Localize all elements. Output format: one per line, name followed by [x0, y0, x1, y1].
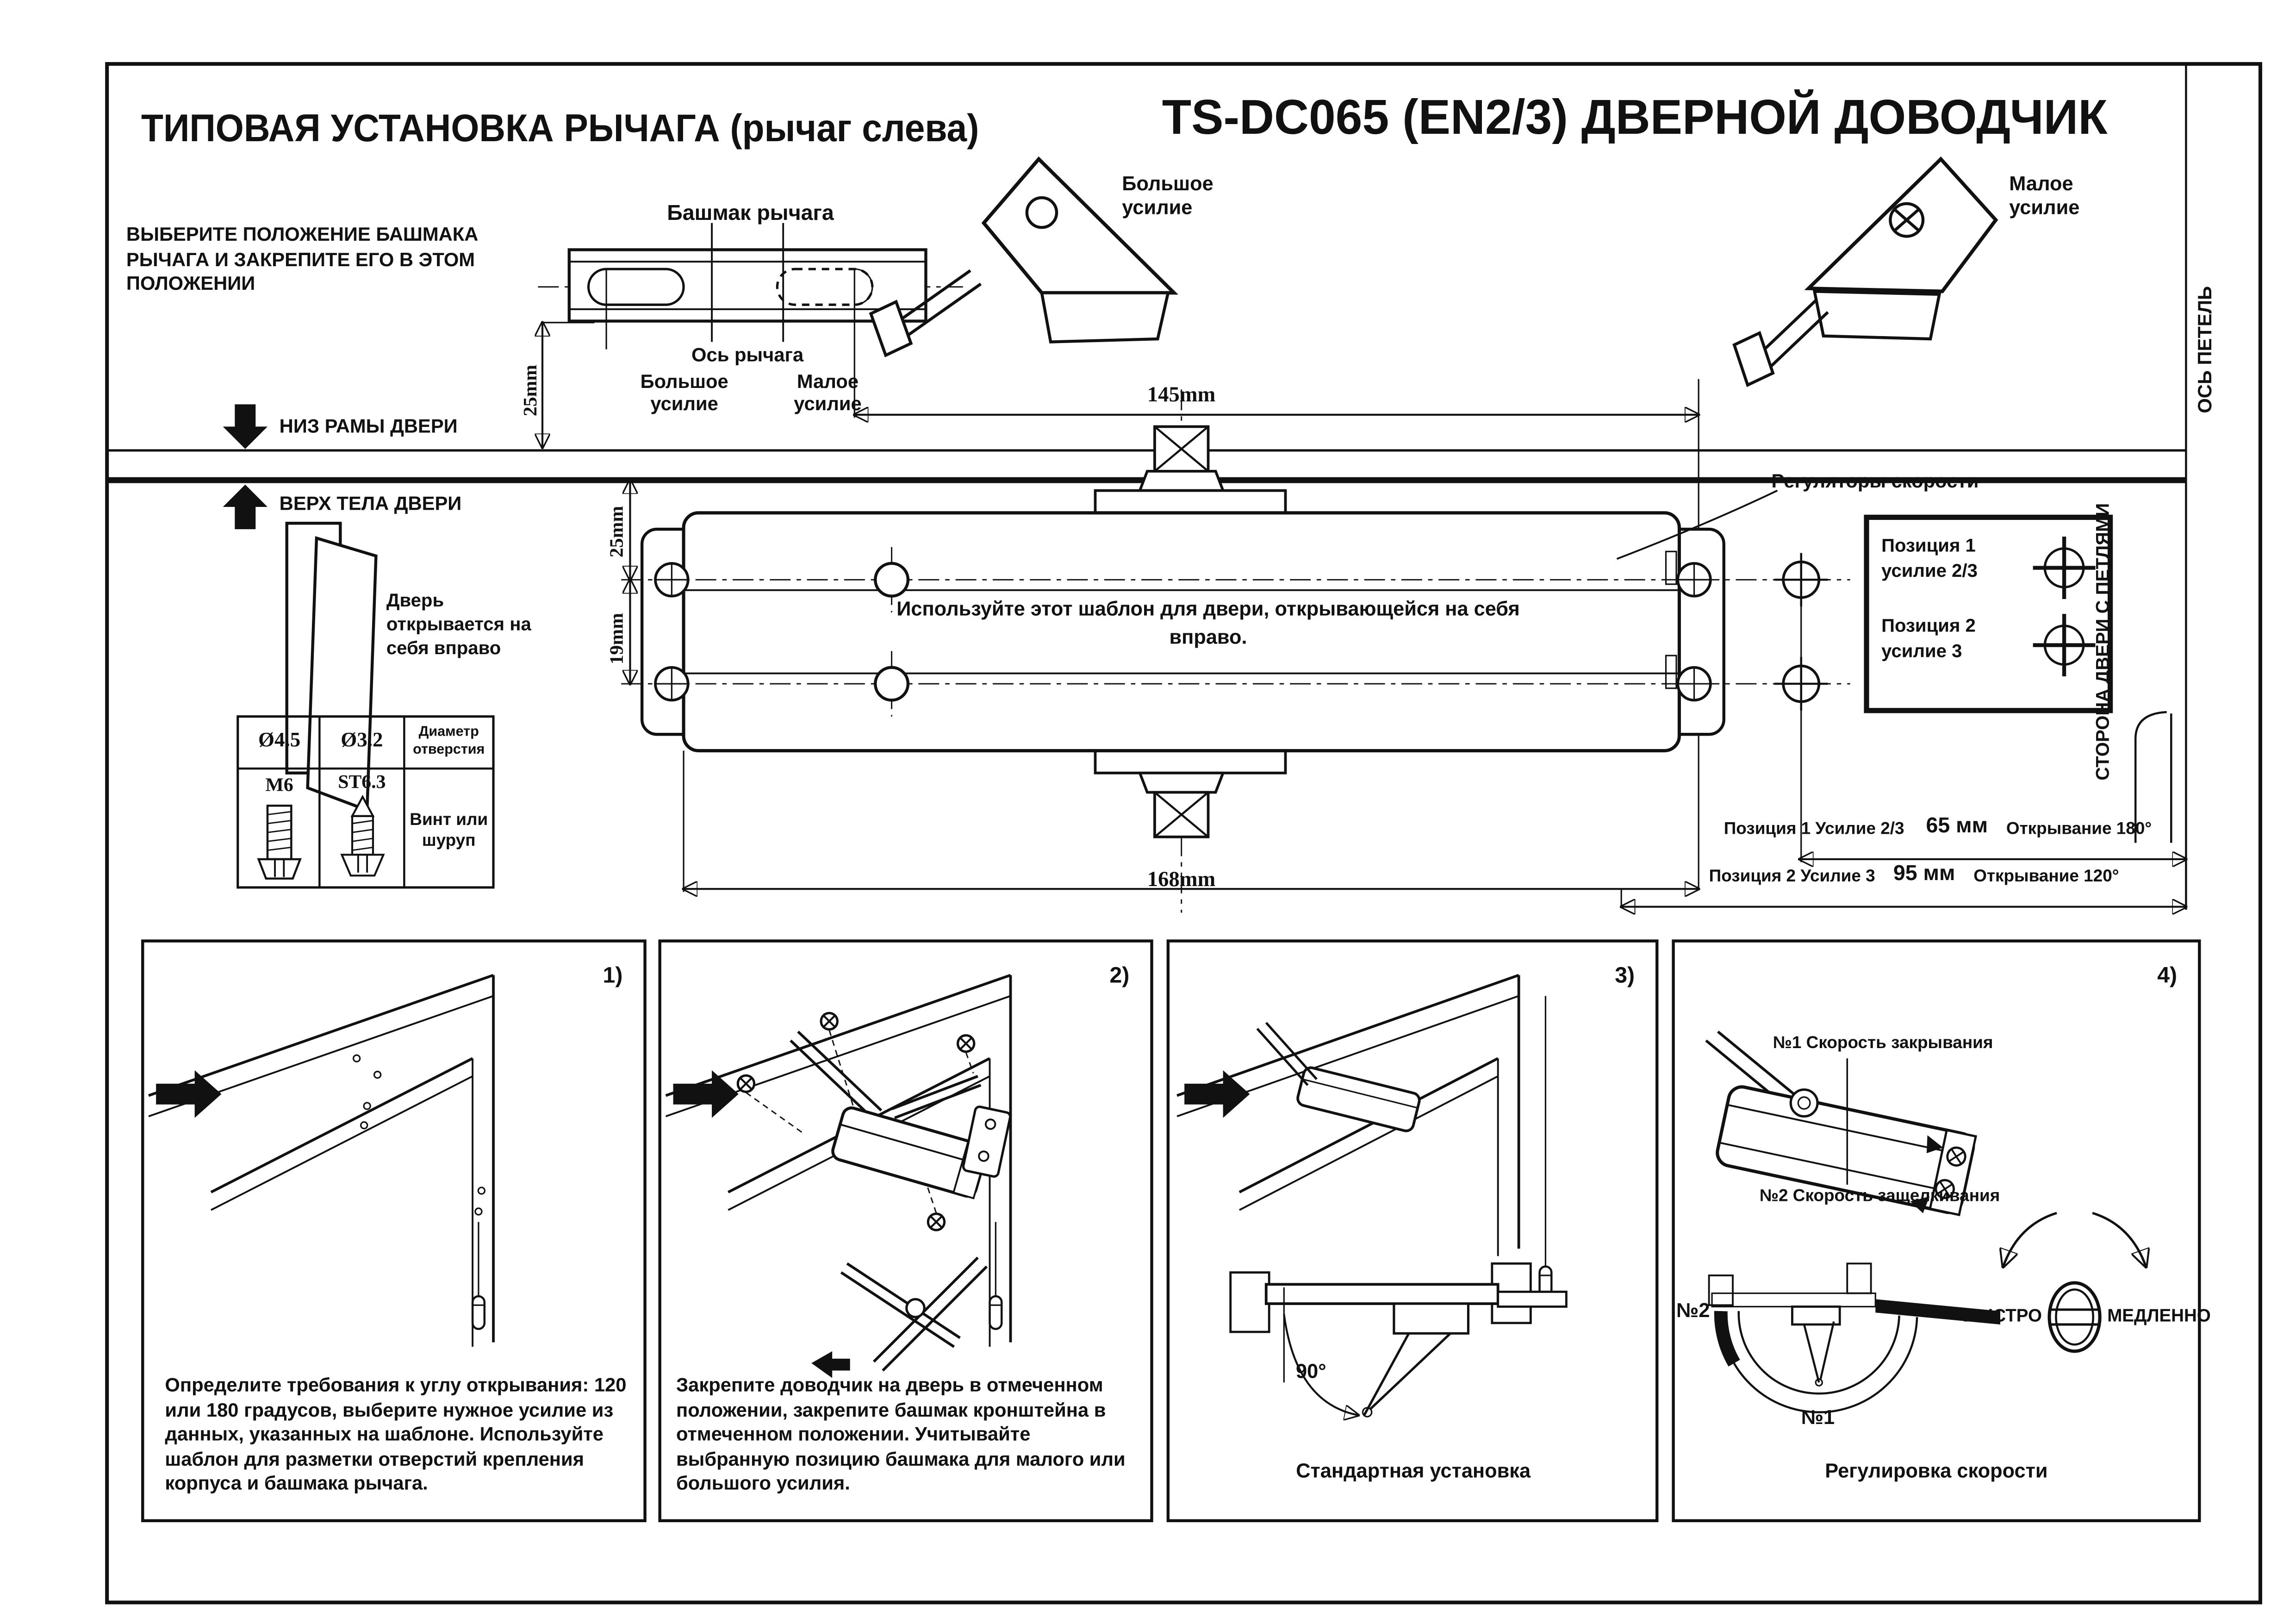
table-head-dia: Диаметр отверстия — [413, 724, 485, 758]
shoe-small-force-label: Малое усилие — [794, 370, 862, 415]
arm-small-force-label: Малое усилие — [2009, 172, 2080, 218]
latching-speed-label: №2 Скорость защелкивания — [1759, 1187, 2000, 1206]
n2-label: №2 — [1676, 1299, 1710, 1322]
pos-row2-value: 95 мм — [1893, 862, 1955, 886]
panel-4-speed-adjust — [1672, 939, 2201, 1522]
page-title-right: TS-DC065 (EN2/3) ДВЕРНОЙ ДОВОДЧИК — [1162, 89, 2108, 144]
table-m6: M6 — [265, 773, 293, 795]
pos-row1-open: Открывание 180° — [2006, 820, 2152, 839]
panel-2-mount-closer — [658, 939, 1153, 1522]
machine-screw-icon — [259, 806, 300, 878]
panel4-caption: Регулировка скорости — [1825, 1460, 2048, 1482]
panel2-number: 2) — [1109, 963, 1130, 989]
panel-3-standard-install — [1167, 939, 1659, 1522]
posbox-p1: Позиция 1 — [1881, 535, 1976, 556]
arm-big-force-label: Большое усилие — [1122, 172, 1213, 218]
pos-row2-open: Открывание 120° — [1973, 868, 2119, 886]
pos-row1-label: Позиция 1 Усилие 2/3 — [1724, 820, 1904, 839]
shoe-position-holes — [1774, 553, 1828, 862]
posbox-p2: Позиция 2 — [1881, 615, 1976, 637]
shoe-title: Башмак рычага — [667, 202, 834, 226]
door-opening-icon — [287, 523, 376, 810]
shoe-big-force-label: Большое усилие — [640, 370, 728, 415]
regulators-label: Регуляторы скорости — [1771, 469, 1979, 492]
dim-19mm-label: 19mm — [604, 612, 628, 665]
shoe-axis-label: Ось рычага — [691, 343, 804, 366]
panel3-caption: Стандартная установка — [1296, 1460, 1531, 1482]
dim-25mm-shoe-label: 25mm — [518, 364, 541, 417]
hinge-side-label: СТОРОНА ДВЕРИ С ПЕТЛЯМИ — [2092, 503, 2114, 781]
table-dia2: Ø3.2 — [341, 730, 383, 752]
door-top-label: ВЕРХ ТЕЛА ДВЕРИ — [279, 492, 462, 515]
door-open-note: Дверь открывается на себя вправо — [386, 590, 531, 659]
wood-screw-icon — [342, 797, 384, 875]
arm-small-force-drawing — [1734, 159, 1996, 385]
dim-168mm-label: 168mm — [1147, 868, 1216, 892]
dim-25mm-body-label: 25mm — [604, 506, 628, 558]
panel3-number: 3) — [1615, 963, 1635, 989]
table-screw-label: Винт или шуруп — [410, 812, 488, 850]
frame-bottom-label: НИЗ РАМЫ ДВЕРИ — [279, 414, 458, 437]
panel4-number: 4) — [2157, 963, 2178, 989]
hinge-axis-label: ОСЬ ПЕТЕЛЬ — [2193, 286, 2216, 413]
n1-label: №1 — [1801, 1406, 1835, 1429]
posbox-p1-force: усилие 2/3 — [1881, 560, 1978, 581]
slow-label: МЕДЛЕННО — [2107, 1305, 2211, 1326]
posbox-p2-force: усилие 3 — [1881, 640, 1962, 662]
panel1-caption: Определите требования к углу открывания: 120 или 180 градусов, выберите нужное усилие из данных, указанных на шаблоне. Используйте шаблон для разметки отверстий крепления корпуса и башмака рычага. — [165, 1373, 627, 1494]
up-arrow-icon — [223, 485, 268, 529]
intro-instruction: ВЫБЕРИТЕ ПОЛОЖЕНИЕ БАШМАКА РЫЧАГА И ЗАКРЕПИТЕ ЕГО В ЭТОМ ПОЛОЖЕНИИ — [126, 223, 479, 294]
pos-row2-label: Позиция 2 Усилие 3 — [1709, 868, 1875, 886]
panel1-number: 1) — [603, 963, 623, 989]
angle-90-label: 90° — [1295, 1360, 1326, 1383]
page-title-left: ТИПОВАЯ УСТАНОВКА РЫЧАГА (рычаг слева) — [141, 105, 979, 150]
hinge-edge — [2135, 64, 2186, 910]
pos-row1-value: 65 мм — [1926, 814, 1988, 839]
down-arrow-icon — [223, 404, 268, 449]
closing-speed-label: №1 Скорость закрывания — [1773, 1034, 1993, 1053]
panel-1-mark-holes — [141, 939, 647, 1522]
fast-label: БЫСТРО — [1962, 1305, 2042, 1326]
table-dia1: Ø4.5 — [258, 730, 301, 752]
dimension-25mm-shoe — [542, 323, 594, 448]
dim-145mm-label: 145mm — [1147, 383, 1216, 407]
table-st63: ST6.3 — [338, 770, 386, 793]
panel2-caption: Закрепите доводчик на дверь в отмеченном положении, закрепите башмак кронштейна в отмеченном положении. Учитывайте выбранную позицию башмака для малого или большого усилия. — [676, 1373, 1126, 1494]
template-note: Используйте этот шаблон для двери, открывающейся на себя вправо. — [896, 597, 1520, 648]
